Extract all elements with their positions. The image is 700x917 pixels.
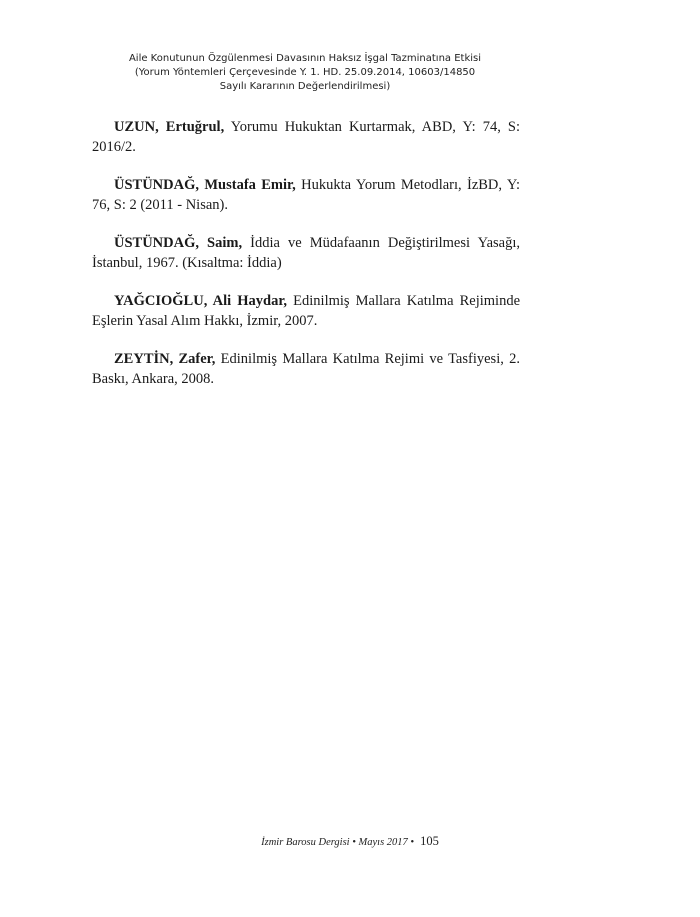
entry-author: UZUN, Ertuğrul, [114, 119, 225, 135]
entry-text: Edinilmiş Mallara Katılma Rejiminde Eşlerin Yasal Alım Hakkı, İzmir, 2007. [92, 293, 520, 329]
entry-text: Yorumu Hukuktan Kurtarmak, ABD, Y: 74, S: 2016/2. [92, 119, 520, 155]
running-header-line: Aile Konutunun Özgülenmesi Davasının Haksız İşgal Tazminatına Etkisi [128, 53, 482, 64]
entry-author: YAĞCIOĞLU, Ali Haydar, [114, 293, 288, 309]
entry-author: ÜSTÜNDAĞ, Mustafa Emir, [114, 177, 296, 193]
entry-author: ÜSTÜNDAĞ, Saim, [114, 235, 243, 251]
bibliography-list [92, 118, 520, 408]
bibliography-entry [92, 292, 520, 331]
entry-author: ZEYTİN, Zafer, [114, 351, 216, 367]
running-header [100, 52, 510, 94]
bibliography-entry [92, 118, 520, 157]
bibliography-entry [92, 176, 520, 215]
footer-journal: İzmir Barosu Dergisi • Mayıs 2017 • [261, 837, 415, 848]
entry-text: Edinilmiş Mallara Katılma Rejimi ve Tasfiyesi, 2. Baskı, Ankara, 2008. [92, 351, 520, 387]
page-number: 105 [420, 834, 439, 848]
page-footer [0, 832, 700, 850]
bibliography-entry [92, 350, 520, 389]
entry-text: Hukukta Yorum Metodları, İzBD, Y: 76, S: 2 (2011 - Nisan). [92, 177, 520, 213]
bibliography-entry [92, 234, 520, 273]
entry-text: İddia ve Müdafaanın Değiştirilmesi Yasağı, İstanbul, 1967. (Kısaltma: İddia) [92, 235, 521, 271]
running-header-line: Sayılı Kararının Değerlendirilmesi) [219, 81, 391, 92]
running-header-line: (Yorum Yöntemleri Çerçevesinde Y. 1. HD. 25.09.2014, 10603/14850 [134, 67, 476, 78]
